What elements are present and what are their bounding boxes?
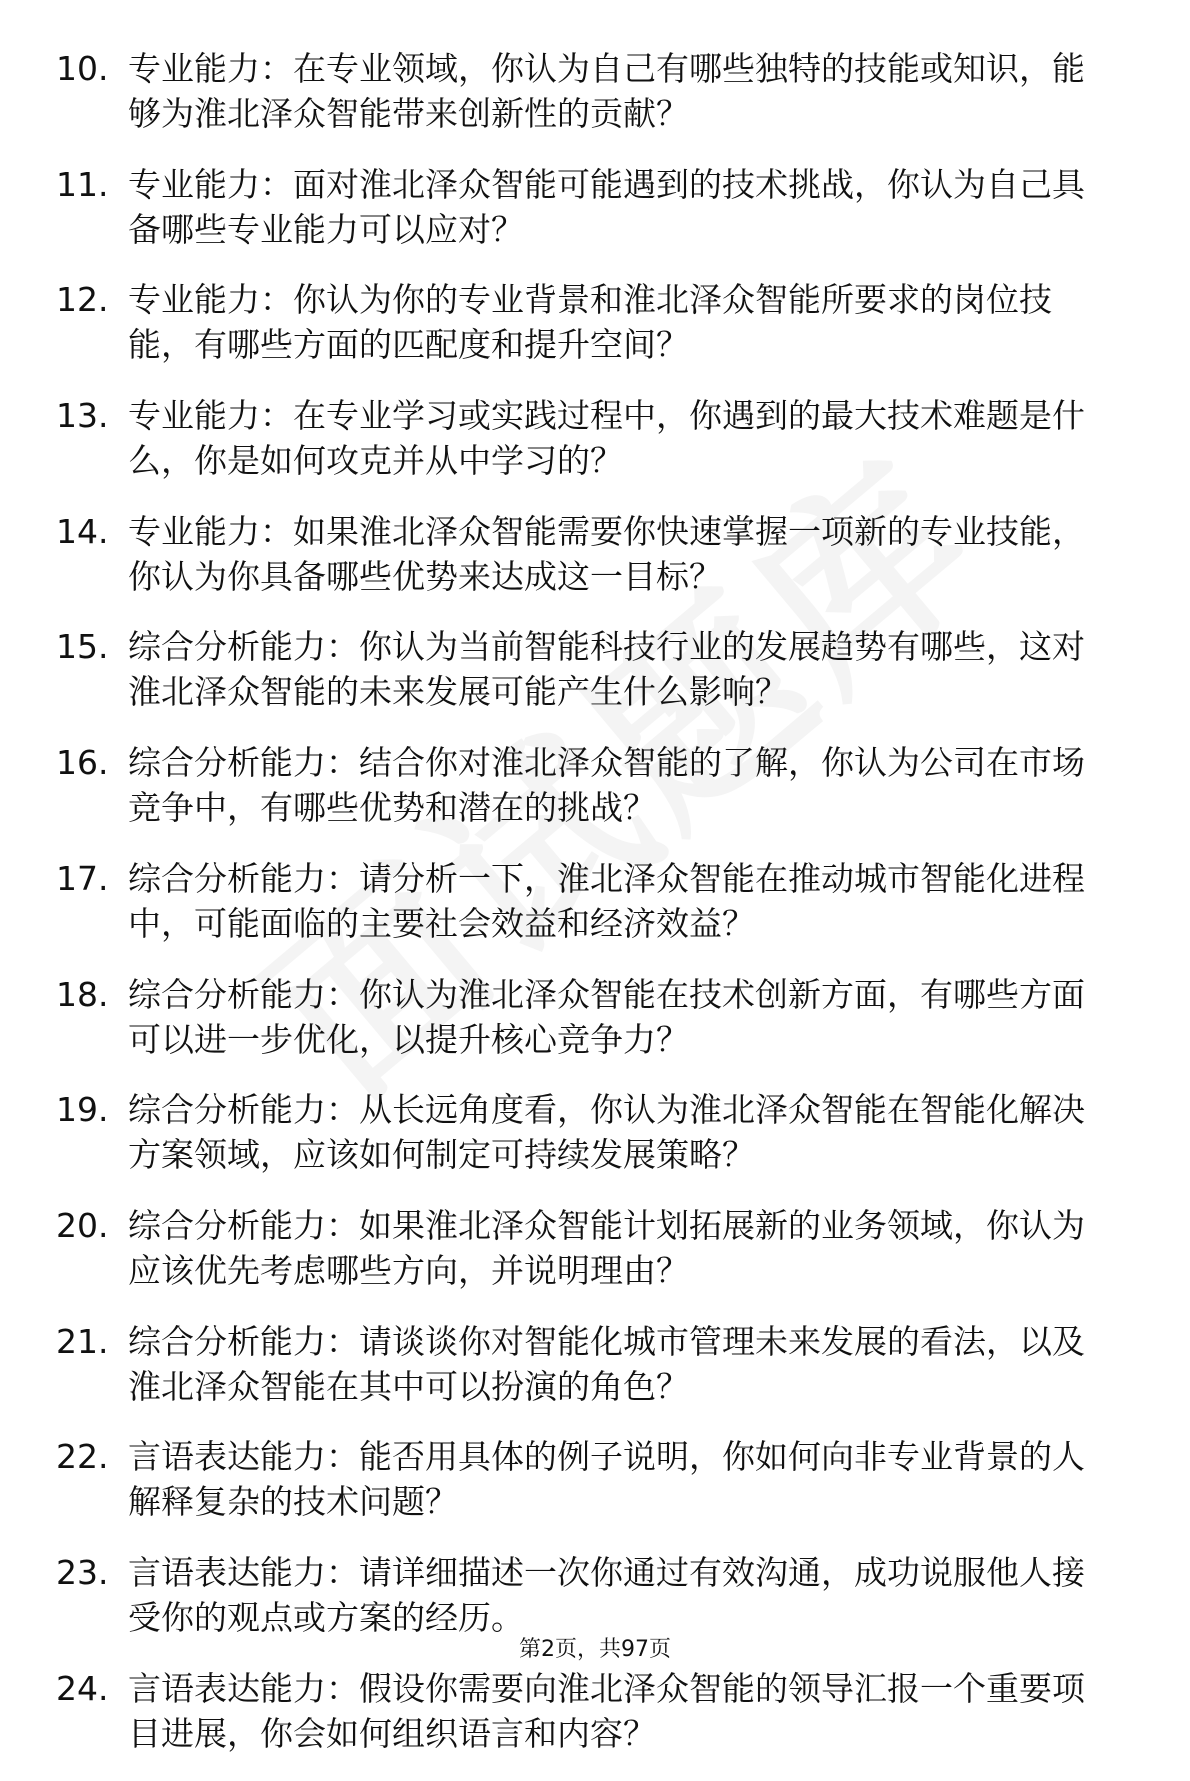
list-item	[56, 277, 1116, 367]
question-number: 19.	[56, 1090, 109, 1130]
question-number: 23.	[56, 1552, 109, 1592]
question-text: 综合分析能力：请谈谈你对智能化城市管理未来发展的看法，以及淮北泽众智能在其中可以扮演的角色？	[128, 1321, 1085, 1406]
question-text: 专业能力：在专业领域，你认为自己有哪些独特的技能或知识，能够为淮北泽众智能带来创新性的贡献？	[128, 49, 1085, 133]
list-item	[56, 1087, 1116, 1177]
list-item	[56, 46, 1116, 136]
question-text: 综合分析能力：你认为当前智能科技行业的发展趋势有哪些，这对淮北泽众智能的未来发展可能产生什么影响？	[128, 627, 1085, 712]
list-item	[56, 1666, 1116, 1756]
list-item	[56, 1550, 1116, 1640]
question-text: 综合分析能力：结合你对淮北泽众智能的了解，你认为公司在市场竞争中，有哪些优势和潜在的挑战？	[128, 743, 1085, 828]
list-item	[56, 740, 1116, 830]
question-number: 21.	[56, 1321, 109, 1361]
question-number: 14.	[56, 511, 109, 551]
list-item	[56, 1434, 1116, 1524]
list-item	[56, 972, 1116, 1062]
question-number: 12.	[56, 280, 109, 320]
question-text: 专业能力：如果淮北泽众智能需要你快速掌握一项新的专业技能，你认为你具备哪些优势来达成这一目标？	[128, 511, 1085, 596]
question-text: 专业能力：面对淮北泽众智能可能遇到的技术挑战，你认为自己具备哪些专业能力可以应对？	[128, 164, 1085, 249]
question-text: 综合分析能力：你认为淮北泽众智能在技术创新方面，有哪些方面可以进一步优化，以提升核心竞争力？	[128, 974, 1085, 1059]
question-text: 综合分析能力：请分析一下，淮北泽众智能在推动城市智能化进程中，可能面临的主要社会效益和经济效益？	[128, 858, 1085, 943]
question-list	[56, 46, 1116, 1781]
question-number: 22.	[56, 1437, 109, 1477]
question-number: 24.	[56, 1668, 109, 1708]
question-text: 言语表达能力：假设你需要向淮北泽众智能的领导汇报一个重要项目进展，你会如何组织语言和内容？	[128, 1668, 1085, 1753]
question-number: 16.	[56, 743, 109, 783]
page-footer: 第2页，共97页	[519, 1637, 671, 1662]
question-number: 20.	[56, 1205, 109, 1245]
question-text: 言语表达能力：请详细描述一次你通过有效沟通，成功说服他人接受你的观点或方案的经历。	[128, 1552, 1085, 1637]
list-item	[56, 856, 1116, 946]
list-item	[56, 393, 1116, 483]
question-number: 15.	[56, 627, 109, 667]
question-text: 专业能力：你认为你的专业背景和淮北泽众智能所要求的岗位技能，有哪些方面的匹配度和提升空间？	[128, 280, 1052, 365]
list-item	[56, 509, 1116, 599]
question-text: 综合分析能力：从长远角度看，你认为淮北泽众智能在智能化解决方案领域，应该如何制定可持续发展策略？	[128, 1090, 1085, 1175]
list-item	[56, 624, 1116, 714]
question-number: 11.	[56, 164, 109, 204]
question-number: 17.	[56, 858, 109, 898]
question-number: 13.	[56, 396, 109, 436]
question-number: 18.	[56, 974, 109, 1014]
question-text: 专业能力：在专业学习或实践过程中，你遇到的最大技术难题是什么，你是如何攻克并从中学习的？	[128, 396, 1085, 481]
list-item	[56, 162, 1116, 252]
list-item	[56, 1319, 1116, 1409]
question-text: 言语表达能力：能否用具体的例子说明，你如何向非专业背景的人解释复杂的技术问题？	[128, 1437, 1085, 1522]
question-number: 10.	[56, 49, 109, 88]
question-text: 综合分析能力：如果淮北泽众智能计划拓展新的业务领域，你认为应该优先考虑哪些方向，并说明理由？	[128, 1205, 1085, 1290]
list-item	[56, 1203, 1116, 1293]
